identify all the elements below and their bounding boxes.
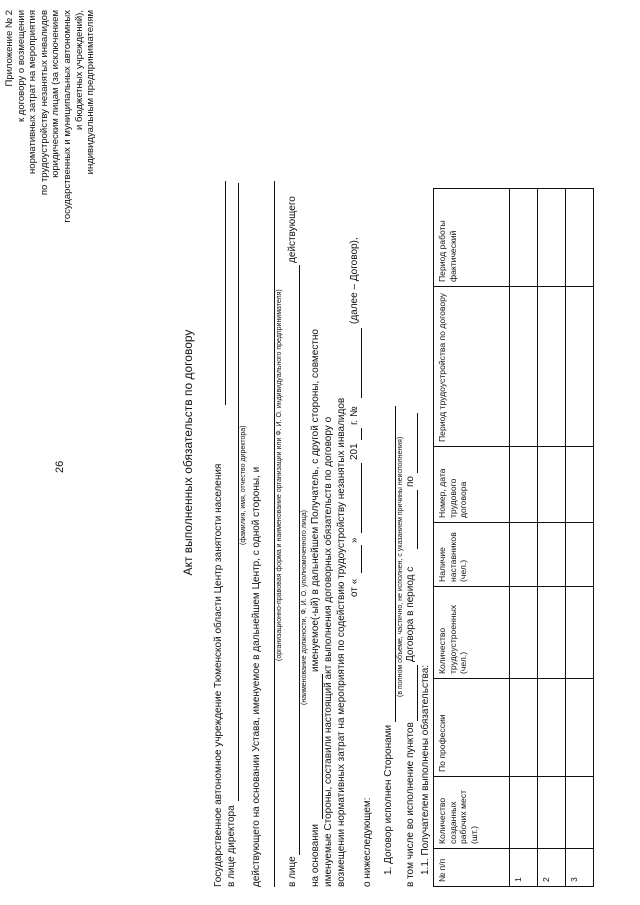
table-row bbox=[566, 189, 594, 887]
recipient-text: именуемое(-ый) в дальнейшем Получатель, с другой стороны, совместно bbox=[310, 329, 321, 672]
table-cell bbox=[510, 777, 538, 849]
table-cell bbox=[538, 189, 566, 287]
appendix-line: и бюджетных учреждений), bbox=[73, 10, 85, 130]
row-number-cell: 3 bbox=[566, 849, 594, 887]
table-cell bbox=[538, 287, 566, 447]
date-from-label: от « bbox=[349, 578, 360, 597]
appendix-line: индивидуальным предпринимателям bbox=[85, 10, 97, 175]
header-cell: № п/п bbox=[434, 849, 510, 887]
center-name-text: Государственное автономное учреждение Тюменской области Центр занятости населения bbox=[213, 463, 224, 887]
table-row bbox=[510, 189, 538, 887]
table-cell bbox=[538, 777, 566, 849]
appendix-header bbox=[4, 10, 97, 250]
organization-note: (организационно-правовая форма и наименование организации или Ф. И. О. индивидуального предпринимателя) bbox=[276, 289, 283, 661]
table-cell bbox=[566, 679, 594, 777]
table-cell bbox=[566, 287, 594, 447]
fill-line bbox=[361, 328, 362, 398]
header-cell: Количество трудоустроенных (чел.) bbox=[434, 587, 510, 679]
table-cell bbox=[566, 777, 594, 849]
fill-line bbox=[225, 181, 226, 405]
appendix-line: по трудоустройству незанятых инвалидов bbox=[38, 10, 50, 196]
table-cell bbox=[566, 447, 594, 523]
header-cell: Период трудоустройства по договору bbox=[434, 287, 510, 447]
appendix-line: нормативных затрат на мероприятия bbox=[27, 10, 39, 174]
following-text: о нижеследующем: bbox=[362, 797, 373, 887]
table-cell bbox=[510, 287, 538, 447]
clauses-label: в том числе во исполнение пунктов bbox=[405, 722, 416, 887]
contract-ref: (далее – Договор), bbox=[349, 237, 360, 324]
date-quote: » bbox=[349, 537, 360, 543]
appendix-line: к договору о возмещении bbox=[15, 10, 27, 123]
appendix-line: юридическим лицам (за исключением bbox=[50, 10, 62, 178]
header-cell: Количество созданных рабочих мест (шт.) bbox=[434, 777, 510, 849]
reimbursement-text: возмещении нормативных затрат на мероприятия по содействию трудоустройству незанятых инвалидов bbox=[336, 397, 347, 887]
table-cell bbox=[510, 447, 538, 523]
fill-line bbox=[361, 428, 362, 440]
period-from-label: Договора в период с bbox=[405, 566, 416, 662]
appendix-line: государственных и муниципальных автономных bbox=[61, 10, 73, 223]
document-title: Акт выполненных обязательств по договору bbox=[181, 329, 195, 576]
table-cell bbox=[538, 523, 566, 587]
execution-note: (в полном объеме, частично, не исполнен, с указанием причины неисполнения) bbox=[397, 436, 404, 697]
basis-label: на основании bbox=[310, 824, 321, 887]
page-number: 26 bbox=[54, 460, 66, 473]
appendix-line: Приложение № 2 bbox=[4, 10, 15, 87]
person-note: (наименование должности, Ф. И. О. уполномоченного лица) bbox=[301, 510, 308, 705]
period-to-label: по bbox=[405, 476, 416, 487]
table-cell bbox=[566, 587, 594, 679]
table-row bbox=[538, 189, 566, 887]
table-cell bbox=[510, 523, 538, 587]
charter-text: действующего на основании Устава, именуемое в дальнейшем Центр, с одной стороны, и bbox=[251, 466, 262, 887]
fill-line bbox=[361, 463, 362, 533]
row-number-cell: 1 bbox=[510, 849, 538, 887]
acting-label: действующего bbox=[287, 196, 298, 263]
fill-line bbox=[417, 490, 418, 549]
table-cell bbox=[566, 189, 594, 287]
obligations-table bbox=[433, 188, 594, 887]
table-cell bbox=[538, 447, 566, 523]
parties-text: именуемые Стороны, составили настоящий акт выполнения договорных обязательств по договору о bbox=[323, 416, 334, 887]
executed-label: 1. Договор исполнен Сторонами bbox=[383, 724, 394, 875]
fill-line bbox=[417, 665, 418, 721]
header-cell: Период работы фактический bbox=[434, 189, 510, 287]
fill-line bbox=[361, 545, 362, 573]
year-label: 201 bbox=[349, 443, 360, 460]
number-label: г. № bbox=[349, 406, 360, 425]
table-cell bbox=[510, 587, 538, 679]
director-label: в лице директора bbox=[226, 805, 237, 887]
table-header-row bbox=[434, 189, 510, 887]
header-cell: Номер, дата трудового договора bbox=[434, 447, 510, 523]
table-cell bbox=[566, 523, 594, 587]
table-cell bbox=[538, 587, 566, 679]
person-label: в лице bbox=[287, 856, 298, 887]
director-note: (фамилия, имя, отчество директора) bbox=[240, 425, 247, 545]
row-number-cell: 2 bbox=[538, 849, 566, 887]
header-cell: Наличие наставников (чел.) bbox=[434, 523, 510, 587]
header-cell: По профессии bbox=[434, 679, 510, 777]
obligations-heading: 1.1. Получателем выполнены обязательства: bbox=[420, 664, 431, 875]
table-cell bbox=[510, 679, 538, 777]
table-cell bbox=[538, 679, 566, 777]
table-cell bbox=[510, 189, 538, 287]
fill-line bbox=[417, 413, 418, 473]
